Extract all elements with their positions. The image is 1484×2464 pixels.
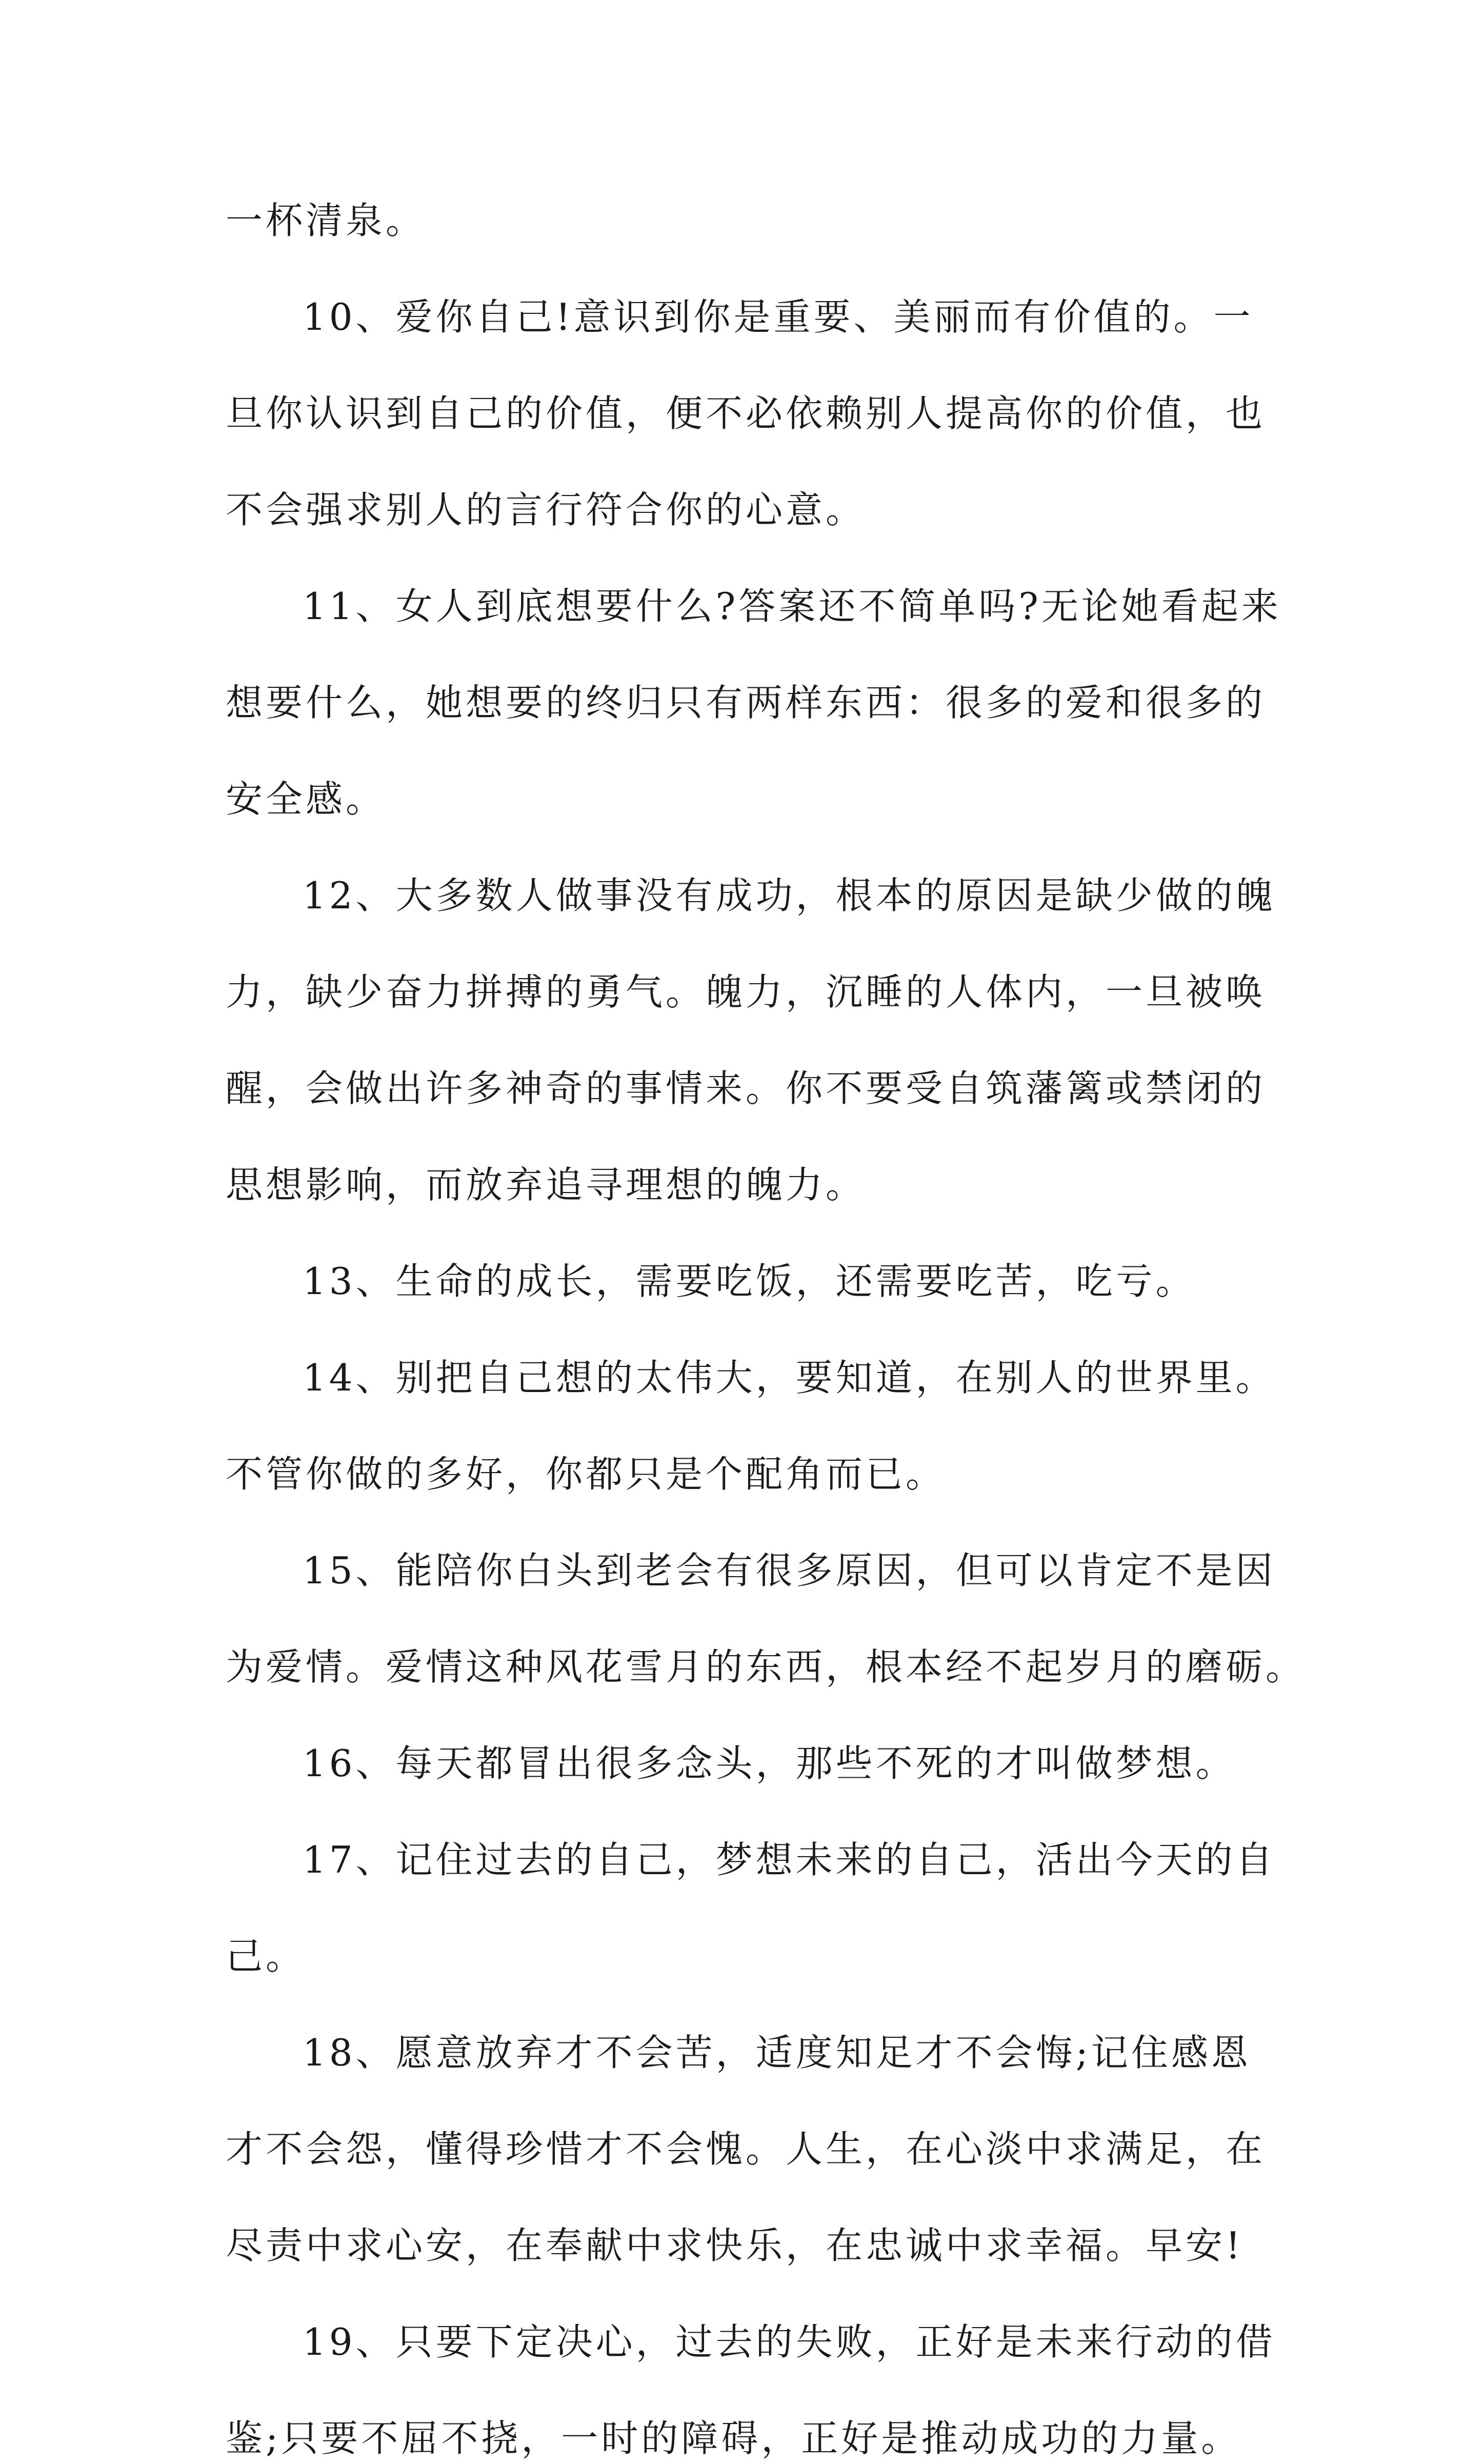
text-line: 15、能陪你白头到老会有很多原因，但可以肯定不是因	[303, 1549, 1276, 1592]
text-line: 不会强求别人的言行符合你的心意。	[226, 488, 866, 531]
text-line: 一杯清泉。	[226, 199, 426, 242]
text-line: 醒，会做出许多神奇的事情来。你不要受自筑藩篱或禁闭的	[226, 1067, 1266, 1110]
text-line: 18、愿意放弃才不会苦，适度知足才不会悔;记住感恩	[303, 2031, 1251, 2074]
text-line: 安全感。	[226, 778, 386, 821]
text-line: 13、生命的成长，需要吃饭，还需要吃苦，吃亏。	[303, 1260, 1196, 1303]
text-line: 17、记住过去的自己，梦想未来的自己，活出今天的自	[303, 1838, 1276, 1881]
text-line: 14、别把自己想的太伟大，要知道，在别人的世界里。	[303, 1356, 1276, 1399]
text-line: 想要什么，她想要的终归只有两样东西：很多的爱和很多的	[226, 681, 1266, 724]
text-line: 12、大多数人做事没有成功，根本的原因是缺少做的魄	[303, 874, 1276, 917]
text-line: 11、女人到底想要什么?答案还不简单吗?无论她看起来	[303, 585, 1281, 628]
text-line: 19、只要下定决心，过去的失败，正好是未来行动的借	[303, 2320, 1276, 2363]
text-line: 16、每天都冒出很多念头，那些不死的才叫做梦想。	[303, 1742, 1236, 1785]
text-line: 旦你认识到自己的价值，便不必依赖别人提高你的价值，也	[226, 392, 1266, 435]
text-line: 尽责中求心安，在奉献中求快乐，在忠诚中求幸福。早安!	[226, 2224, 1244, 2267]
text-line: 10、爱你自己!意识到你是重要、美丽而有价值的。一	[303, 295, 1254, 339]
text-line: 鉴;只要不屈不挠，一时的障碍，正好是推动成功的力量。	[226, 2417, 1241, 2460]
text-line: 己。	[226, 1935, 306, 1978]
text-line: 不管你做的多好，你都只是个配角而已。	[226, 1453, 946, 1496]
text-line: 为爱情。爱情这种风花雪月的东西，根本经不起岁月的磨砺。	[226, 1645, 1306, 1688]
text-line: 才不会怨，懂得珍惜才不会愧。人生，在心淡中求满足，在	[226, 2128, 1266, 2171]
text-line: 力，缺少奋力拼搏的勇气。魄力，沉睡的人体内，一旦被唤	[226, 970, 1266, 1014]
text-line: 思想影响，而放弃追寻理想的魄力。	[226, 1163, 866, 1206]
